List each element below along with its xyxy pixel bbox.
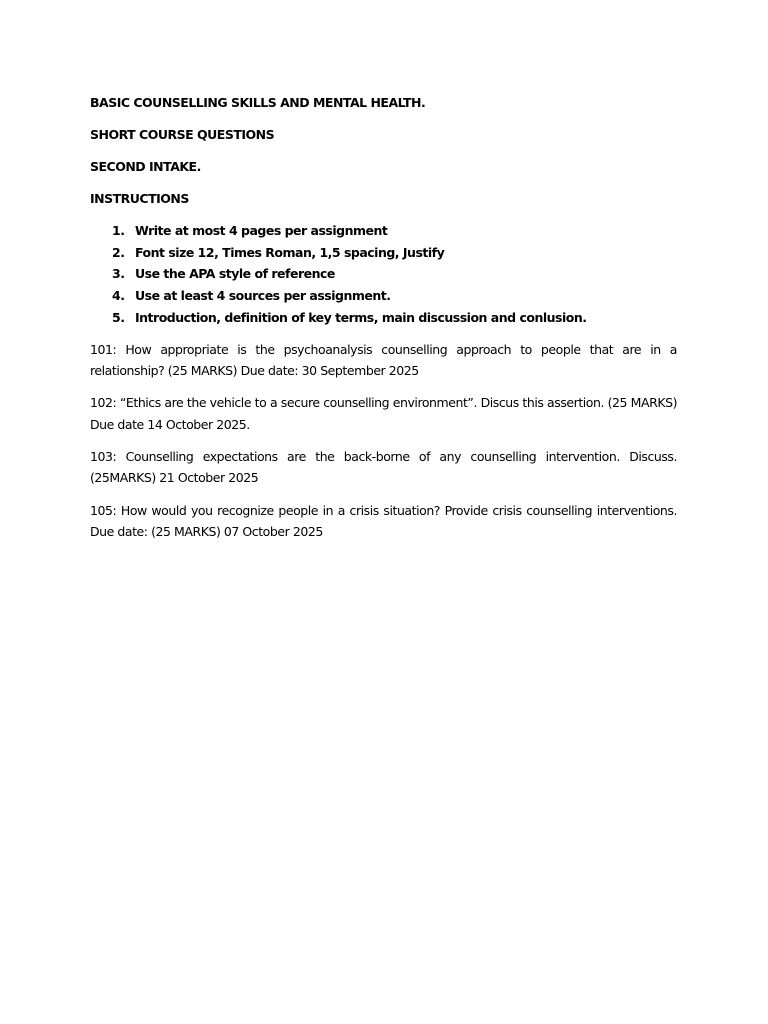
instruction-number: 1. — [112, 223, 125, 238]
instruction-number: 2. — [112, 244, 125, 260]
document-title: BASIC COUNSELLING SKILLS AND MENTAL HEALTH. — [90, 95, 426, 110]
instruction-item — [90, 220, 677, 242]
instructions-heading: INSTRUCTIONS — [90, 191, 189, 206]
intake-label: SECOND INTAKE. — [90, 159, 201, 174]
document-body — [90, 92, 677, 553]
instruction-item — [90, 307, 677, 329]
instructions-list — [90, 220, 677, 329]
instruction-text: Use at least 4 sources per assignment. — [135, 288, 391, 304]
document-subtitle: SHORT COURSE QUESTIONS — [90, 127, 275, 142]
question-105: 105: How would you recognize people in a crisis situation? Provide crisis counselling interventions. Due date: (25 MARKS) 07 October 2025 — [90, 502, 677, 540]
instruction-text: Use the APA style of reference — [135, 266, 335, 282]
question-101: 101: How appropriate is the psychoanalysis counselling approach to people that are in a relationship? (25 MARKS) Due date: 30 September 2025 — [90, 341, 677, 379]
instruction-text: Introduction, definition of key terms, main discussion and conlusion. — [135, 309, 587, 325]
question-103: 103: Counselling expectations are the back-borne of any counselling intervention. Discuss. (25MARKS) 21 October 2025 — [90, 448, 677, 486]
instruction-item — [90, 285, 677, 307]
question-102: 102: “Ethics are the vehicle to a secure counselling environment”. Discus this assertion. (25 MARKS) Due date 14 October 2025. — [90, 395, 677, 432]
instruction-number: 3. — [112, 266, 125, 282]
instruction-item — [90, 263, 677, 285]
instruction-item — [90, 242, 677, 264]
instruction-text: Font size 12, Times Roman, 1,5 spacing, Justify — [135, 244, 445, 260]
instruction-number: 5. — [112, 309, 125, 325]
instruction-text: Write at most 4 pages per assignment — [135, 223, 388, 238]
instruction-number: 4. — [112, 288, 125, 304]
